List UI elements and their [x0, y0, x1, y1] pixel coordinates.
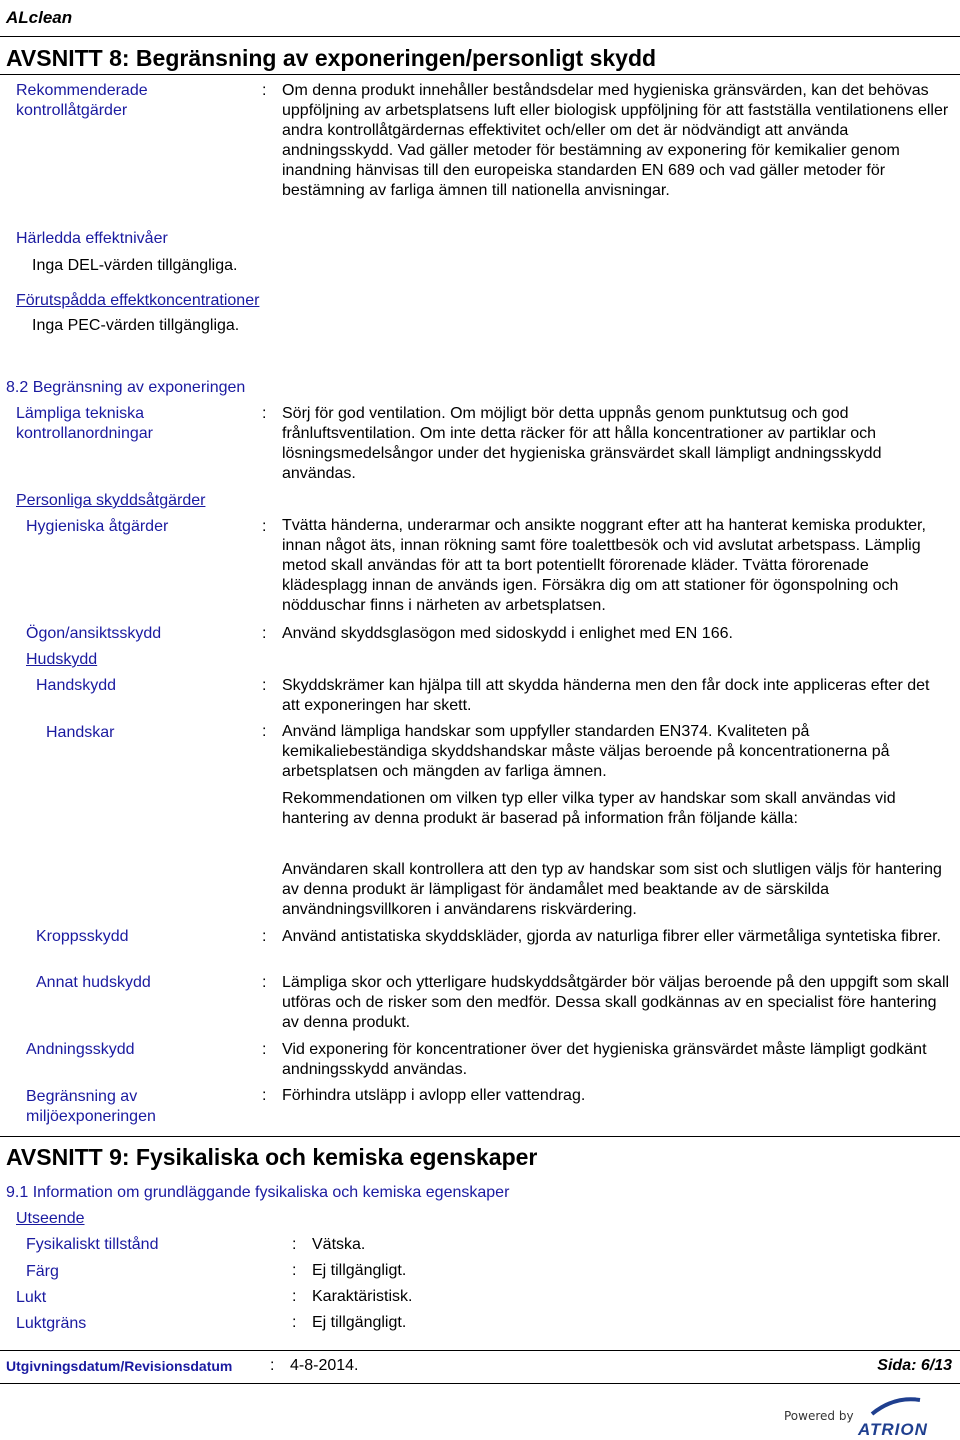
color-value: Ej tillgängligt. [312, 1262, 407, 1279]
control-measures-value: Om denna produkt innehåller beståndsdelar med hygieniska gränsvärden, kan det behövas uppföljning av arbetsplatsens luft eller biologisk uppföljning för att fastställa ventilationens eller andra kontrollåtgärdernas effektivitet och/eller om det är nödvändigt att använda andningsskydd. Vad gäller metoder för bestämning av exponering för kemikalier genom inandning hänvisas till den europeiska standarden EN 689 och vad gäller metoder för bestämning av farliga ämnen till nationella anvisningar. [282, 82, 949, 199]
colon: : [262, 82, 267, 99]
subsection-8-2-title: 8.2 Begränsning av exponeringen [6, 379, 246, 396]
physical-state-label: Fysikaliskt tillstånd [26, 1236, 159, 1253]
hand-protection-label: Handskydd [36, 677, 117, 694]
colon: : [292, 1288, 297, 1305]
colon: : [292, 1236, 297, 1253]
del-label: Härledda effektnivåer [16, 230, 168, 247]
physical-state-value: Vätska. [312, 1236, 366, 1253]
hand-protection-value: Skyddskrämer kan hjälpa till att skydda händerna men den får dock inte appliceras efter det att exponeringen har skett. [282, 677, 930, 714]
colon: : [292, 1262, 297, 1279]
pec-label: Förutspådda effektkoncentrationer [16, 292, 260, 309]
odor-label: Lukt [16, 1289, 47, 1306]
section-8-divider [0, 74, 960, 75]
colon: : [262, 1041, 267, 1058]
colon: : [262, 677, 267, 694]
hygiene-value: Tvätta händerna, underarmar och ansikte noggrant efter att ha hanterat kemiska produkter, innan något äts, innan rökning samt före toalettbesök och vid avslutat arbetspass. Lämplig metod skall användas för att ta bort potentiellt förorenade kläder. Tvätta förorenade klädesplagg innan de används igen. Försäkra dig om att stationer för ögonspolning och nödduschar finns i närheten av arbetsplatsen. [282, 517, 926, 614]
body-protection-label: Kroppsskydd [36, 928, 129, 945]
colon: : [262, 518, 267, 535]
colon: : [262, 928, 267, 945]
gloves-recommendation: Rekommendationen om vilken typ eller vilka typer av handskar som skall användas vid hantering av denna produkt är baserad på information från följande källa: [282, 790, 896, 827]
powered-by-text: Powered by [784, 1409, 854, 1423]
odor-threshold-label: Luktgräns [16, 1315, 87, 1332]
header-divider [0, 36, 960, 37]
gloves-value: Använd lämpliga handskar som uppfyller standarden EN374. Kvaliteten på kemikaliebeständiga skyddshandskar måste väljas beroende på koncentrationerna på arbetsplatsen och mängden av farliga ämnen. [282, 723, 890, 780]
atrion-swoosh-icon [868, 1394, 924, 1418]
app-title: ALclean [6, 8, 73, 27]
body-protection-value: Använd antistatiska skyddskläder, gjorda av naturliga fibrer eller värmetåliga syntetiska fibrer. [282, 928, 941, 945]
engineering-controls-label: Lämpliga tekniska kontrollanordningar [16, 405, 153, 442]
colon: : [262, 723, 267, 740]
control-measures-label: Rekommenderade kontrollåtgärder [16, 82, 148, 119]
del-value: Inga DEL-värden tillgängliga. [32, 257, 238, 274]
ppe-label: Personliga skyddsåtgärder [16, 492, 206, 509]
respiratory-value: Vid exponering för koncentrationer över det hygieniska gränsvärdet måste lämpligt godkänt andningsskydd användas. [282, 1041, 927, 1078]
color-label: Färg [26, 1263, 59, 1280]
appearance-label: Utseende [16, 1210, 85, 1227]
page-number: Sida: 6/13 [877, 1357, 952, 1374]
respiratory-label: Andningsskydd [26, 1041, 135, 1058]
section-9-title: AVSNITT 9: Fysikaliska och kemiska egenskaper [6, 1144, 538, 1170]
colon: : [262, 625, 267, 642]
skin-protection-label: Hudskydd [26, 651, 98, 668]
engineering-controls-value: Sörj för god ventilation. Om möjligt bör detta uppnås genom punktutsug och god frånluftsventilation. Om inte detta räcker för att hålla koncentrationer av partiklar och lösningsmedelsångor under det hygieniska gränsvärdet skall lämpligt andningsskydd användas. [282, 405, 882, 482]
colon: : [262, 405, 267, 422]
odor-threshold-value: Ej tillgängligt. [312, 1314, 407, 1331]
eye-protection-label: Ögon/ansiktsskydd [26, 625, 162, 642]
section-9-divider [0, 1136, 960, 1137]
environment-label: Begränsning av miljöexponeringen [26, 1088, 156, 1125]
section-8-title: AVSNITT 8: Begränsning av exponeringen/personligt skydd [6, 45, 657, 71]
odor-value: Karaktäristisk. [312, 1288, 413, 1305]
colon: : [270, 1357, 275, 1374]
issue-date-value: 4-8-2014. [290, 1357, 359, 1374]
colon: : [262, 1087, 267, 1104]
other-skin-value: Lämpliga skor och ytterligare hudskyddsåtgärder bör väljas beroende på den uppgift som skall utföras och de risker som den medför. Dessa skall godkännas av en specialist före hantering av denna produkt. [282, 974, 950, 1031]
subsection-9-1-title: 9.1 Information om grundläggande fysikaliska och kemiska egenskaper [6, 1184, 510, 1201]
issue-date-label: Utgivningsdatum/Revisionsdatum [6, 1358, 233, 1374]
environment-value: Förhindra utsläpp i avlopp eller vattendrag. [282, 1087, 586, 1104]
colon: : [292, 1314, 297, 1331]
other-skin-label: Annat hudskydd [36, 974, 151, 991]
gloves-label: Handskar [46, 724, 115, 741]
gloves-user-check: Användaren skall kontrollera att den typ av handskar som sist och slutligen väljs för hantering av denna produkt är lämpligast för ändamålet med beaktande av de särskilda användningsvillkoren i användarens riskvärdering. [282, 861, 942, 918]
hygiene-label: Hygieniska åtgärder [26, 518, 169, 535]
eye-protection-value: Använd skyddsglasögon med sidoskydd i enlighet med EN 166. [282, 625, 733, 642]
colon: : [262, 974, 267, 991]
pec-value: Inga PEC-värden tillgängliga. [32, 317, 240, 334]
atrion-logo: ATRION [858, 1420, 928, 1439]
